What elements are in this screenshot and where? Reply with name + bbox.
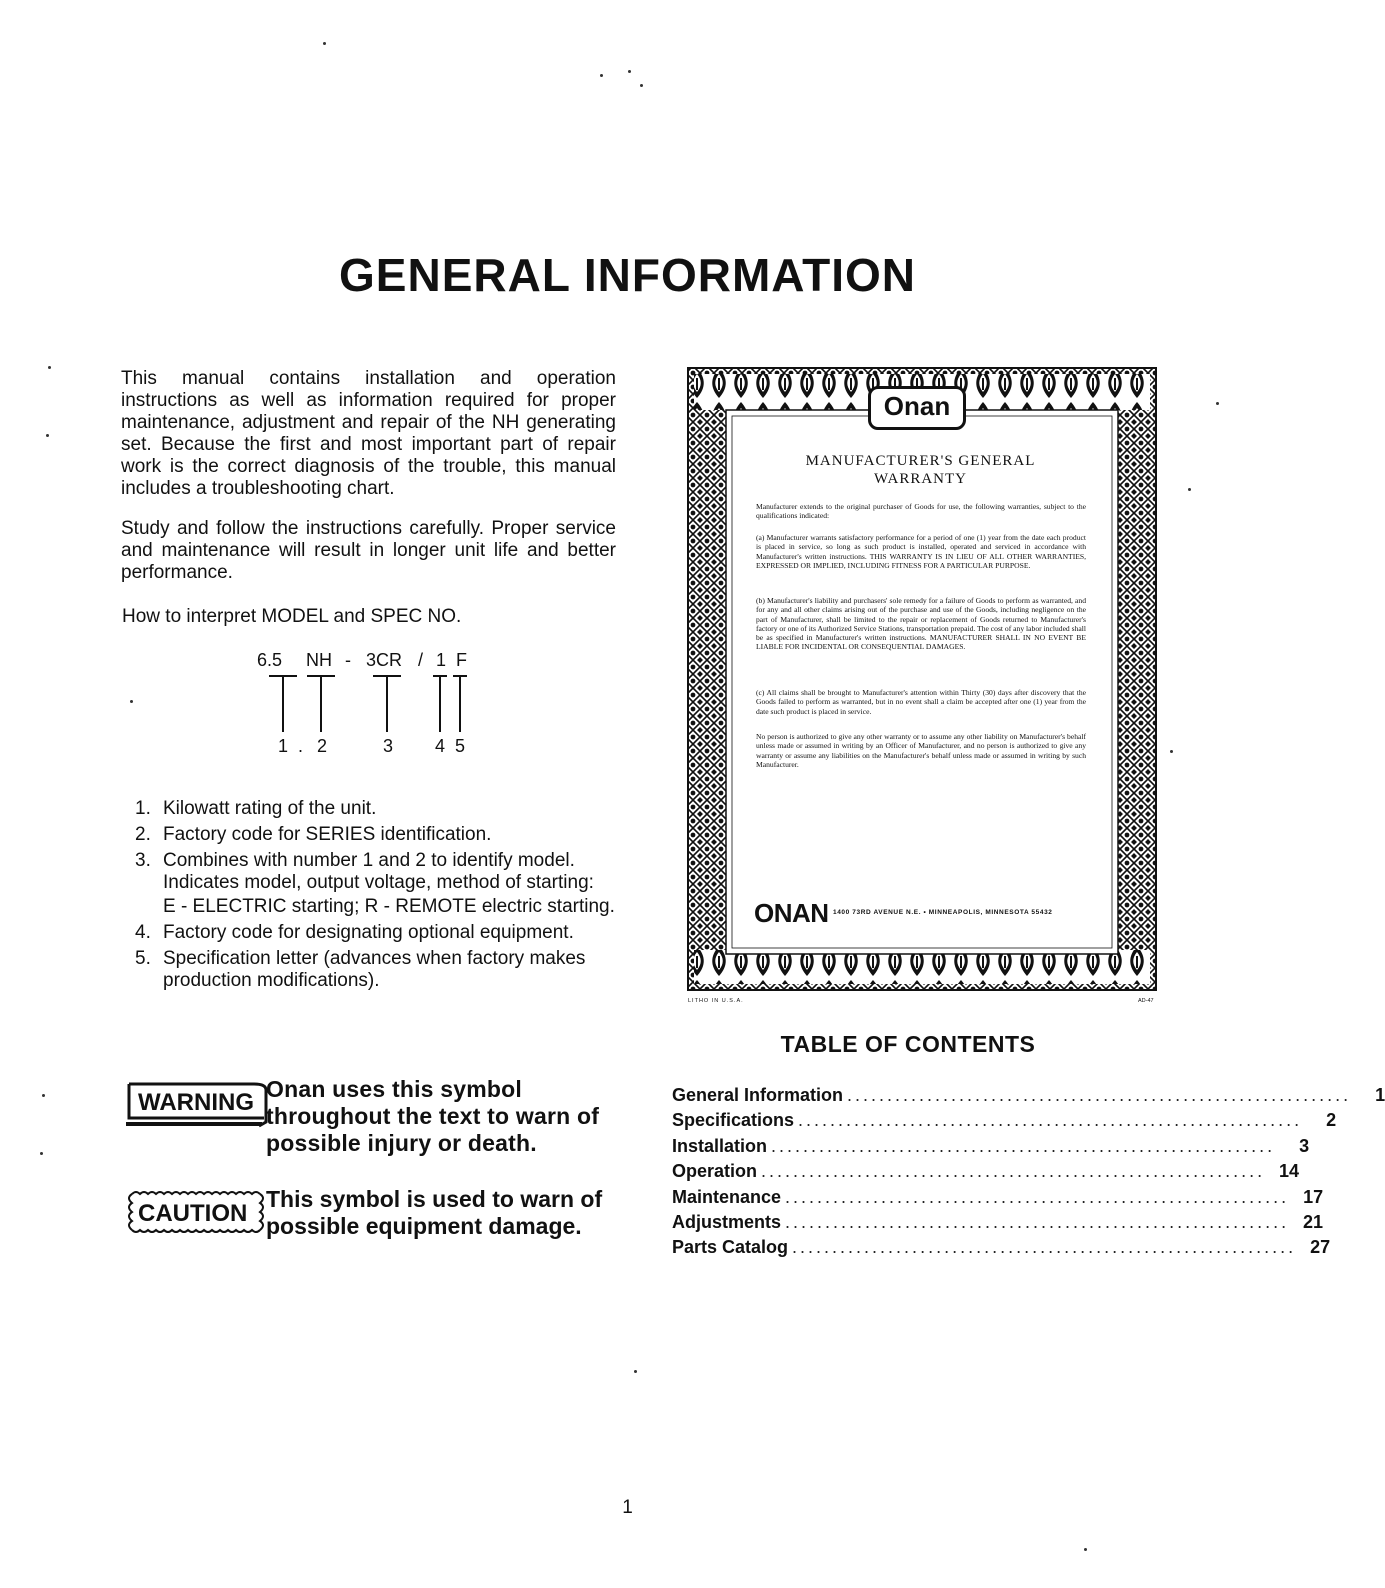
intro-paragraph: This manual contains installation and operation instructions as well as information required for proper maintenance, adjustment and repair of the NH generating set. Because the first and most important part of repair work is the correct diagnosis of the trouble, this manual includes a troubleshooting chart. [121,368,616,499]
scan-speck [634,1370,637,1373]
list-item: 1. Kilowatt rating of the unit. [135,798,377,819]
intro-paragraph: Study and follow the instructions carefully. Proper service and maintenance will result in longer unit life and better performance. [121,518,616,583]
caution-box-icon [126,1186,271,1236]
model-part-slash: / [418,650,424,670]
toc-entry-parts-catalog[interactable]: Parts Catalog ............................................................... 27 [672,1237,1331,1258]
definition-text: Kilowatt rating of the unit. [163,798,377,819]
scan-speck [323,42,326,45]
warranty-title: MANUFACTURER'S GENERAL WARRANTY [805,453,1036,487]
caution-symbol [126,1186,266,1241]
warranty-intro: Manufacturer extends to the original purchaser of Goods for use, the following warranties, subject to the qualifications indicated: [756,502,1086,521]
warranty-brand: ONAN [754,898,829,928]
index-lines [269,676,467,732]
toc-entry-general-information[interactable]: General Information ............................................................... 1 [672,1085,1385,1105]
scan-speck [1188,488,1191,491]
scan-speck [1170,750,1173,753]
page-title: GENERAL INFORMATION [339,249,916,301]
model-part-series: NH [306,650,332,670]
definition-text: Factory code for SERIES identification. [163,824,492,845]
model-part-kw: 6.5 [257,650,283,670]
warning-symbol-row [126,1076,626,1157]
scan-speck [48,366,51,369]
definition-text: Combines with number 1 and 2 to identify model. Indicates model, output voltage, method of starting: [163,850,594,893]
toc-entry-specifications[interactable]: Specifications ............................................................... 2 [672,1110,1337,1131]
model-index-4: 4 [435,736,446,756]
list-item: 2. Factory code for SERIES identification. [135,824,492,845]
scan-speck [42,1094,45,1097]
list-item: 4. Factory code for designating optional equipment. [135,922,574,943]
toc-entry-installation[interactable]: Installation ............................................................... 3 [672,1135,1310,1156]
definition-text: Factory code for designating optional equipment. [163,922,574,943]
warning-symbol [126,1076,266,1131]
scan-speck [640,84,643,87]
warranty-clause-b: (b) Manufacturer's liability and purchasers' sole remedy for a failure of Goods to perform as warranted, and for any and all other claims arising out of the purchase and use of the Goods, including negligence on the part of Manufacturer, shall be limited to the repair or replacement of Goods returned to Manufacturer's factory or one of its Authorized Service Stations, transportation prepaid. The cost of any labor included shall be as specified in Manufacturer's written instructions. MANUFACTURER SHALL IN NO EVENT BE LIABLE FOR INCIDENTAL OR CONSEQUENTIAL DAMAGES. [756,596,1086,652]
definition-subtext: E - ELECTRIC starting; R - REMOTE electric starting. [163,896,615,917]
scan-speck [40,1152,43,1155]
model-index-dot: . [298,736,304,756]
model-index-2: 2 [317,736,328,756]
scan-speck [1084,1548,1087,1551]
caution-symbol-row [126,1186,626,1241]
model-index-3: 3 [383,736,394,756]
caution-label: CAUTION [138,1200,248,1227]
model-number-diagram [255,648,485,760]
page-number: 1 [622,1497,633,1518]
model-part-code: 3CR [366,650,403,670]
toc-entry-maintenance[interactable]: Maintenance ............................................................... 17 [672,1186,1324,1207]
warning-description: Onan uses this symbol throughout the text to warn of possible injury or death. [266,1076,600,1156]
litho-note: LITHO IN U.S.A. [688,998,744,1004]
model-part-dash: - [345,650,351,670]
warranty-clause-c: (c) All claims shall be brought to Manufacturer's attention within Thirty (30) days after discovery that the Goods failed to perform as warranted, but in no event shall a claim be accepted after one (1) year from the date such product is placed in service. [756,688,1086,716]
model-part-option: 1 [436,650,447,670]
scan-speck [628,70,631,73]
model-index-5: 5 [455,736,466,756]
scan-speck [46,434,49,437]
toc-entry-adjustments[interactable]: Adjustments ............................................................... 21 [672,1211,1324,1232]
model-spec-heading: How to interpret MODEL and SPEC NO. [122,606,462,627]
warning-box-icon [126,1076,271,1126]
toc-title: TABLE OF CONTENTS [780,1031,1036,1057]
warranty-clause-a: (a) Manufacturer warrants satisfactory performance for a period of one (1) year from the date each product is placed in service, so long as such product is installed, operated and serviced in accordance with Manufacturer's written instructions. THIS WARRANTY IS IN LIEU OF ALL OTHER WARRANTIES, EXPRESSED OR IMPLIED, INCLUDING FITNESS FOR A PARTICULAR PURPOSE. [756,533,1086,570]
warranty-clause-d: No person is authorized to give any other warranty or to assume any other liability on Manufacturer's behalf unless made or assumed in writing by an Officer of Manufacturer, and no person is authorized to give any warranty or assume any liabilities on the Manufacturer's behalf unless made or assumed in writing by such Manufacturer. [756,732,1086,769]
scan-speck [600,74,603,77]
form-code: AD-47 [1138,998,1154,1004]
model-part-spec: F [456,650,467,670]
onan-logo-text: Onan [883,391,951,421]
table-of-contents [672,1085,1385,1263]
caution-description: This symbol is used to warn of possible equipment damage. [266,1186,603,1239]
list-item: 5. Specification letter (advances when factory makes production modifications). [135,948,586,991]
model-index-1: 1 [278,736,289,756]
model-definitions-list [130,798,620,996]
scan-speck [130,700,133,703]
toc-entry-operation[interactable]: Operation ............................................................... 14 [672,1161,1300,1182]
definition-text: Specification letter (advances when factory makes production modifications). [163,948,586,991]
scan-speck [1216,402,1219,405]
warning-label: WARNING [138,1089,254,1116]
list-item: 3. Combines with number 1 and 2 to identify model. Indicates model, output voltage, method of starting: E - ELECTRIC starting; R - REMOTE electric starting. [130,850,620,918]
warranty-address: 1400 73RD AVENUE N.E. • MINNEAPOLIS, MINNESOTA 55432 [833,909,1053,916]
